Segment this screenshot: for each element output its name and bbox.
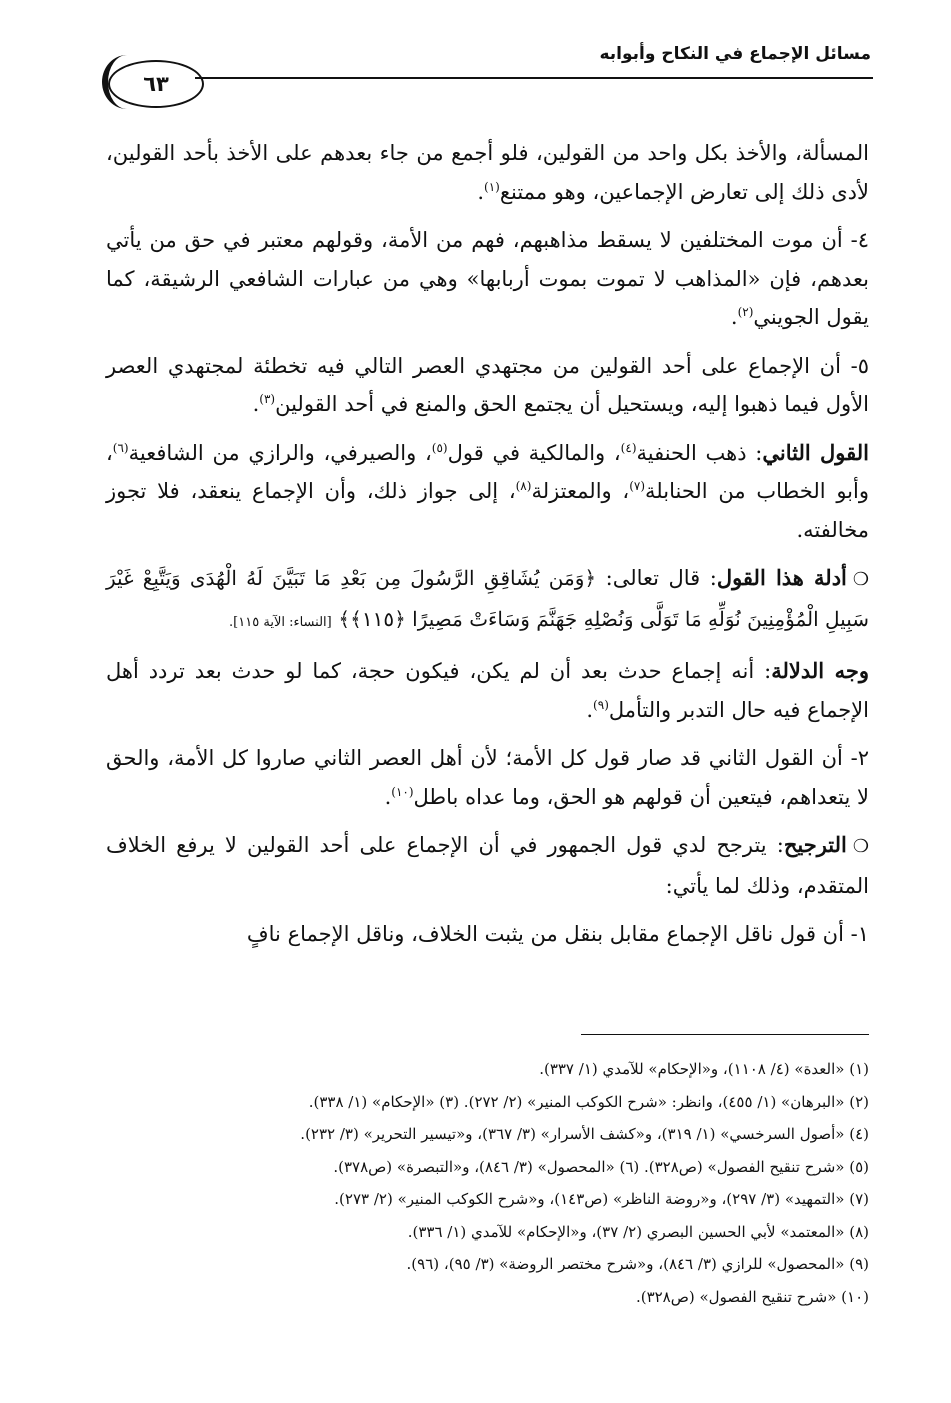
footnote: (١) «العدة» (٤/ ١١٠٨)، و«الإحكام» للآمدي (١/ ٣٣٧). <box>539 1060 869 1078</box>
paragraph-1: المسألة، والأخذ بكل واحد من القولين، فلو أجمع من جاء بعدهم على الأخذ بأحد القولين، لأدى ذلك إلى تعارض الإجماعين، وهو ممتنع$^{(١)}$. <box>106 141 869 204</box>
footnote-ref: (٦) <box>112 440 129 455</box>
running-header-title: مسائل الإجماع في النكاح وأبوابه <box>599 44 871 64</box>
footnote: (٥) «شرح تنقيح الفصول» (ص٣٢٨). (٦) «المحصول» (٣/ ٨٤٦)، و«التبصرة» (ص٣٧٨). <box>333 1157 869 1176</box>
main-text <box>106 134 869 964</box>
footnote: (١٠) «شرح تنقيح الفصول» (ص٣٢٨). <box>635 1287 869 1306</box>
footnote: (٨) «المعتمد» لأبي الحسين البصري (٢/ ٣٧)، و«الإحكام» للآمدي (١/ ٣٣٦). <box>407 1222 869 1241</box>
paragraph-9: ١- أن قول ناقل الإجماع مقابل بنقل من يثبت الخلاف، وناقل الإجماع نافٍ <box>246 922 869 946</box>
footnotes <box>110 1053 869 1313</box>
footnote: (٩) «المحصول» للرازي (٣/ ٨٤٦)، و«شرح مختصر الروضة» (٣/ ٩٥)، (٩٦). <box>406 1255 869 1273</box>
footnote-ref: (١٠) <box>391 784 414 799</box>
footnote-ref: (٥) <box>431 440 448 455</box>
circle-bullet-icon: ❍ <box>852 569 870 590</box>
section-heading: أدلة هذا القول <box>716 565 847 590</box>
footnote: (٤) «أصول السرخسي» (١/ ٣١٩)، و«كشف الأسرار» (٣/ ٣٦٧)، و«تيسير التحرير» (٣/ ٢٣٢). <box>300 1125 869 1143</box>
paragraph-4: القول الثاني: ذهب الحنفية$^{(٤)}$، والمالكية في قول$^{(٥)}$، والصيرفي، والرازي من الشافعية$^{(٦)}$، وأبو الخطاب من الحنابلة$^{(٧)}$، والمعتزلة$^{(٨)}$، إلى جواز ذلك، وأن الإجماع ينعقد، فلا تجوز مخالفته. <box>106 439 870 542</box>
paragraph-3: ٥- أن الإجماع على أحد القولين من مجتهدي العصر التالي فيه تخطئة لمجتهدي العصر الأول فيما ذهبوا إليه، ويستحيل أن يجتمع الحق والمنع في أحد القولين$^{(٣)}$. <box>106 353 869 416</box>
paragraph-7: ٢- أن القول الثاني قد صار قول كل الأمة؛ لأن أهل العصر الثاني صاروا كل الأمة، والحق لا يتعداهم، فيتعين أن قولهم هو الحق، وما عداه باطل$^{(١٠)}$. <box>106 746 869 809</box>
section-heading: وجه الدلالة <box>771 658 869 683</box>
paragraph-5: ❍أدلة هذا القول: قال تعالى: ﴿وَمَن يُشَاقِقِ الرَّسُولَ مِن بَعْدِ مَا تَبَيَّنَ لَهُ الْهُدَى وَيَتَّبِعْ غَيْرَ سَبِيلِ الْمُؤْمِنِينَ نُوَلِّهِ مَا تَوَلَّى وَنُصْلِهِ جَهَنَّمَ وَسَاءَتْ مَصِيرًا ﴿١١٥﴾﴾ [النساء: الآية ١١٥]. <box>106 565 870 631</box>
footnote-separator <box>581 1034 869 1035</box>
section-heading: الترجيح <box>783 832 847 857</box>
verse-reference: [النساء: الآية ١١٥]. <box>229 614 332 630</box>
footnote: (٢) «البرهان» (١/ ٤٥٥)، وانظر: «شرح الكوكب المنير» (٢/ ٢٧٢). (٣) «الإحكام» (١/ ٣٣٨). <box>308 1092 869 1111</box>
circle-bullet-icon: ❍ <box>852 836 869 857</box>
footnote-ref: (١) <box>484 179 500 194</box>
section-heading: القول الثاني <box>762 439 869 465</box>
footnote-ref: (٨) <box>515 479 532 493</box>
page-number-badge <box>108 60 204 108</box>
paragraph-6: وجه الدلالة: أنه إجماع حدث بعد أن لم يكن، فيكون حجة، كما لو حدث بعد تردد أهل الإجماع فيه حال التدبر والتأمل$^{(٩)}$. <box>106 658 869 722</box>
footnote-ref: (٢) <box>737 305 754 319</box>
footnote-ref: (٧) <box>629 479 646 493</box>
header-rule <box>195 77 873 79</box>
footnote-ref: (٣) <box>259 392 276 406</box>
paragraph-8: ❍الترجيح: يترجح لدي قول الجمهور في أن الإجماع على أحد القولين لا يرفع الخلاف المتقدم، وذلك لما يأتي: <box>106 832 869 898</box>
quran-verse: ﴿وَمَن يُشَاقِقِ الرَّسُولَ مِن بَعْدِ مَا تَبَيَّنَ لَهُ الْهُدَى وَيَتَّبِعْ غَيْرَ سَبِيلِ الْمُؤْمِنِينَ نُوَلِّهِ مَا تَوَلَّى وَنُصْلِهِ جَهَنَّمَ وَسَاءَتْ مَصِيرًا ﴿١١٥﴾﴾ <box>106 566 869 631</box>
footnote: (٧) «التمهيد» (٣/ ٢٩٧)، و«روضة الناظر» (ص١٤٣)، و«شرح الكوكب المنير» (٢/ ٢٧٣). <box>334 1190 869 1208</box>
page-number: ٦٣ <box>143 72 169 96</box>
paragraph-2: ٤- أن موت المختلفين لا يسقط مذاهبهم، فهم من الأمة، وقولهم معتبر في حق من يأتي بعدهم، فإن «المذاهب لا تموت بموت أربابها» وهي من عبارات الشافعي الرشيقة، كما يقول الجويني$^{(٢)}$. <box>106 228 869 329</box>
footnote-ref: (٤) <box>620 440 637 455</box>
footnote-ref: (٩) <box>593 697 609 712</box>
